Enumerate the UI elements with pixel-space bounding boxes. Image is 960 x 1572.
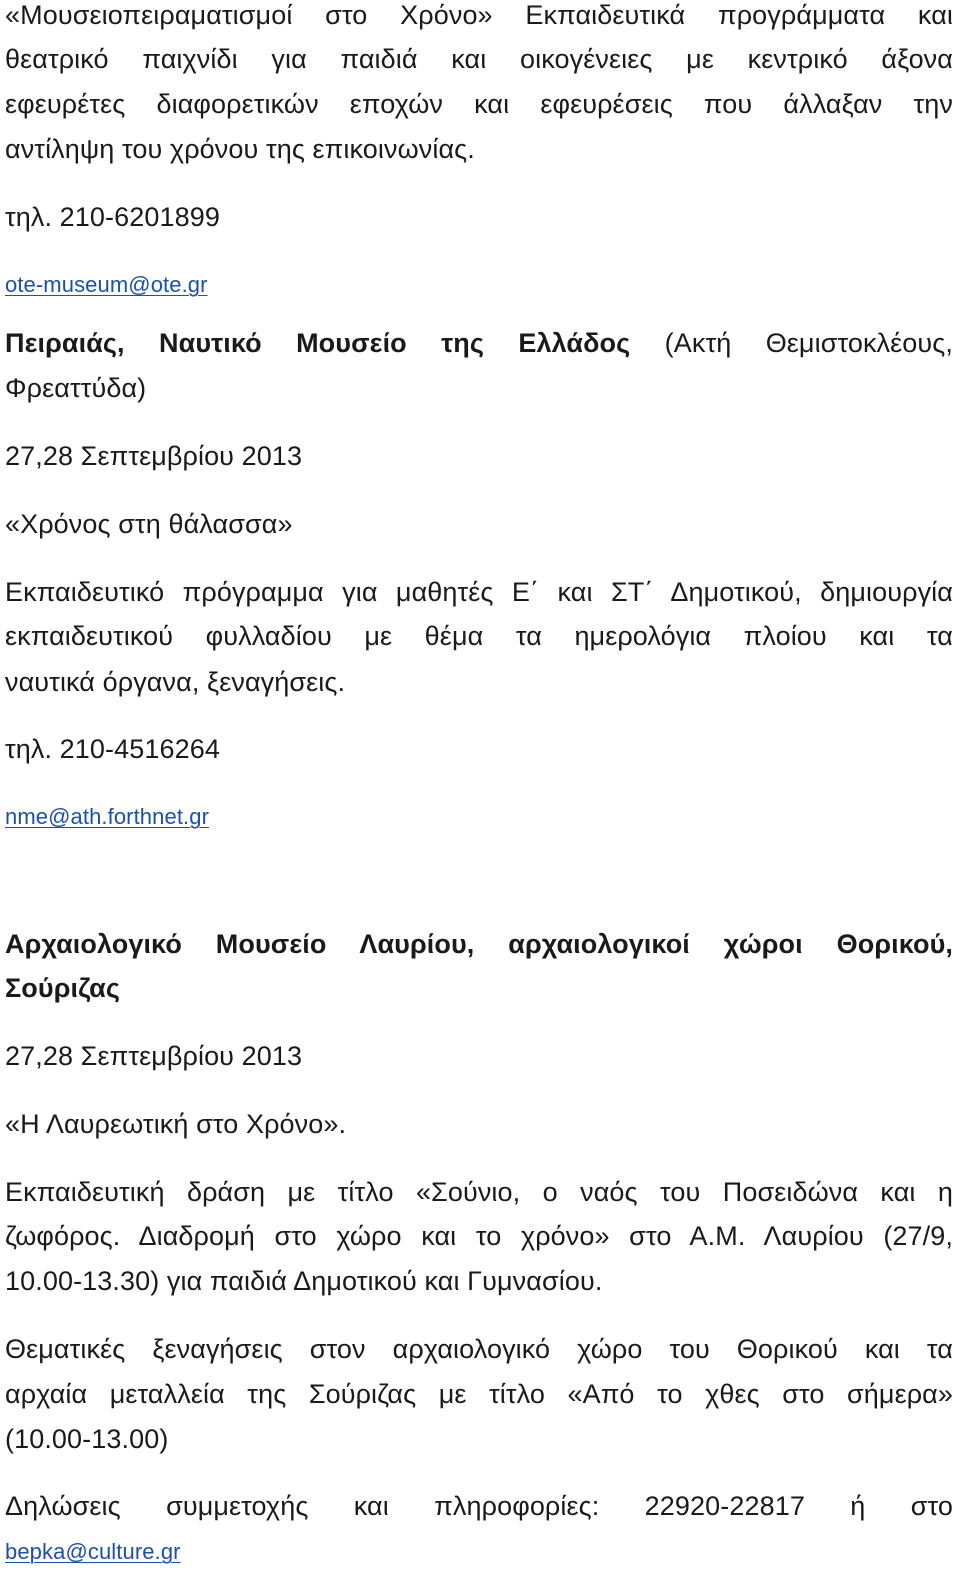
venue1-title-line2: Φρεαττύδα) [5,373,147,403]
venue1-event-title: «Χρόνος στη θάλασσα» [5,509,293,539]
intro-phone: τηλ. 210-6201899 [5,202,220,232]
venue2-desc1-line-3: 10.00-13.30) για παιδιά Δημοτικού και Γυμνασίου. [5,1266,603,1296]
venue1-phone: τηλ. 210-4516264 [5,734,220,764]
venue2-email-link[interactable]: bepka@culture.gr [5,1539,181,1564]
intro-email-link[interactable]: ote-museum@ote.gr [5,272,208,297]
intro-line-3: εφευρέτες διαφορετικών εποχών και εφευρέσεις που άλλαξαν την [5,89,953,119]
intro-line-1: «Μουσειοπειραματισμοί στο Χρόνο» Εκπαιδευτικά προγράμματα και [5,0,953,30]
venue2-event-title: «Η Λαυρεωτική στο Χρόνο». [5,1109,347,1139]
venue1-email-row [5,798,209,832]
intro-line-4: αντίληψη του χρόνου της επικοινωνίας. [5,134,475,164]
venue2-desc1-line-2: ζωφόρος. Διαδρομή στο χώρο και το χρόνο» στο Α.Μ. Λαυρίου (27/9, [5,1221,953,1251]
intro-email-row [5,266,208,300]
venue2-title-line2: Σούριζας [5,973,120,1003]
venue2-desc2-line-3: (10.00-13.00) [5,1424,169,1454]
venue1-date: 27,28 Σεπτεμβρίου 2013 [5,441,303,471]
intro-line-2: θεατρικό παιχνίδι για παιδιά και οικογένειες με κεντρικό άξονα [5,44,953,74]
venue2-title-line1: Αρχαιολογικό Μουσείο Λαυρίου, αρχαιολογικοί χώροι Θορικού, [5,929,953,959]
venue1-email-link[interactable]: nme@ath.forthnet.gr [5,804,210,829]
venue2-contact-line: Δηλώσεις συμμετοχής και πληροφορίες: 22920-22817 ή στο [5,1491,953,1521]
venue1-desc-line-2: εκπαιδευτικού φυλλαδίου με θέμα τα ημερολόγια πλοίου και τα [5,621,953,651]
venue2-email-row [5,1533,181,1567]
venue2-desc2-line-2: αρχαία μεταλλεία της Σούριζας με τίτλο «Από το χθες στο σήμερα» [5,1379,953,1409]
venue1-desc-line-1: Εκπαιδευτικό πρόγραμμα για μαθητές Ε΄ και ΣΤ΄ Δημοτικού, δημιουργία [5,577,953,607]
venue2-desc2-line-1: Θεματικές ξεναγήσεις στον αρχαιολογικό χώρο του Θορικού και τα [5,1334,953,1364]
venue1-title-rest: (Ακτή Θεμιστοκλέους, [630,328,953,358]
venue2-desc1-line-1: Εκπαιδευτική δράση με τίτλο «Σούνιο, ο ναός του Ποσειδώνα και η [5,1177,953,1207]
venue2-date: 27,28 Σεπτεμβρίου 2013 [5,1041,303,1071]
venue1-title [5,326,953,360]
venue1-title-bold: Πειραιάς, Ναυτικό Μουσείο της Ελλάδος [5,328,631,358]
venue1-desc-line-3: ναυτικά όργανα, ξεναγήσεις. [5,667,346,697]
